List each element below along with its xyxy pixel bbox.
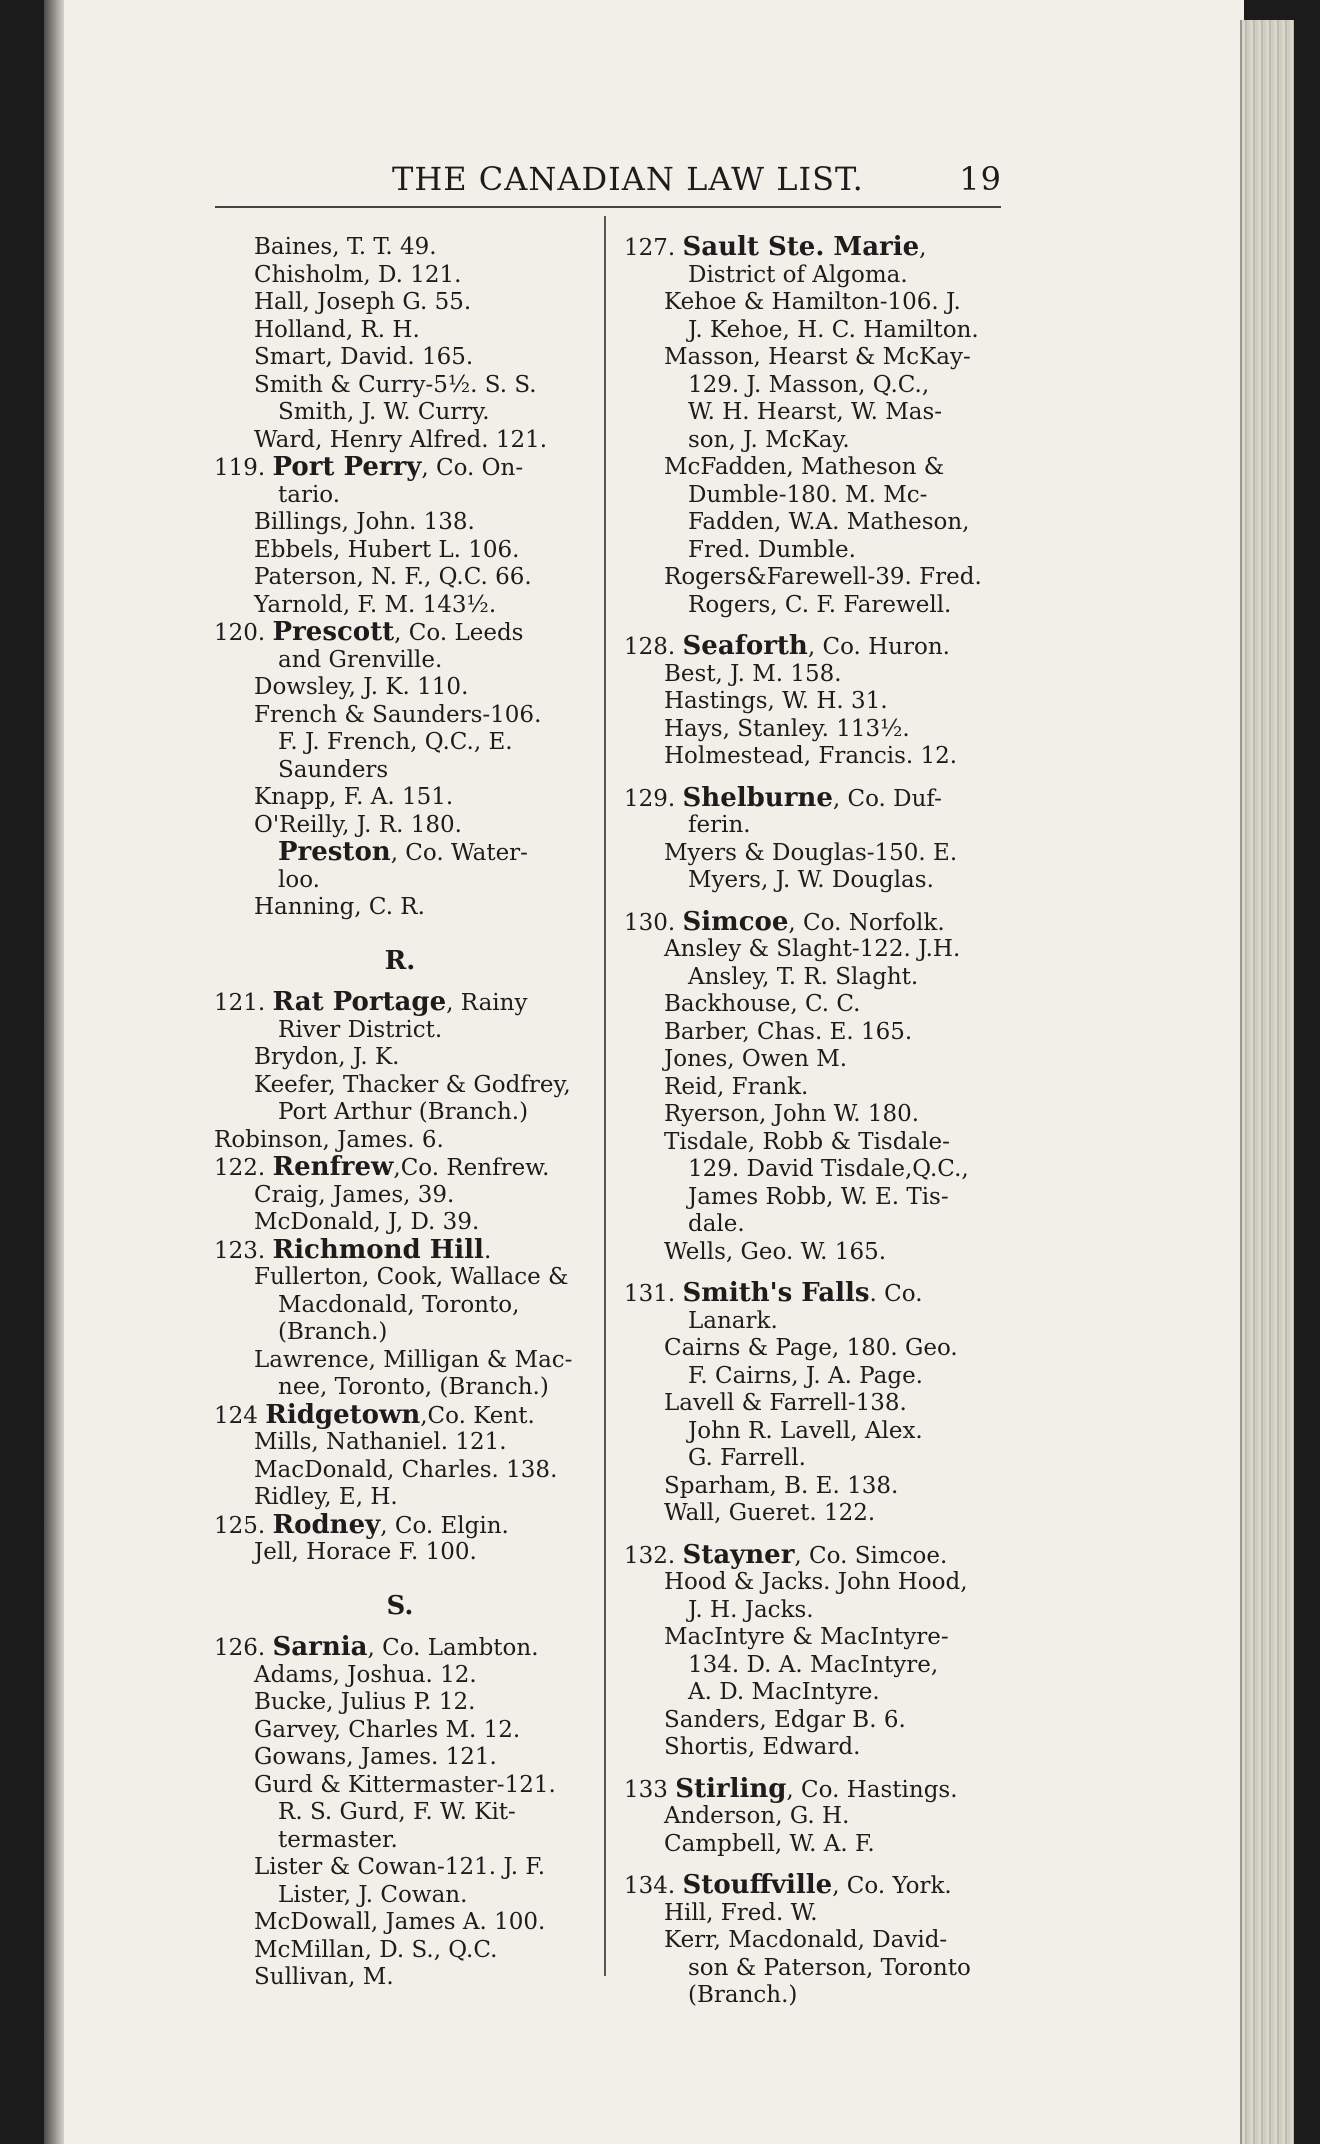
listing-line: Cairns & Page, 180. Geo. <box>664 1335 958 1361</box>
town-entry-124 <box>214 1399 586 1430</box>
listing-line: (Branch.) <box>278 1319 388 1345</box>
town-county: , Co. Hastings. <box>786 1776 958 1803</box>
town-county: . Co. <box>869 1281 923 1307</box>
listing-line: Adams, Joshua. 12. <box>254 1661 477 1688</box>
listing-line: J. Kehoe, H. C. Hamilton. <box>688 316 979 343</box>
listing-line: Dumble-180. M. Mc- <box>688 481 928 508</box>
town-name: Preston <box>278 837 391 867</box>
listing-line: 134. D. A. MacIntyre, <box>688 1651 939 1678</box>
town-entry-126 <box>214 1634 586 1662</box>
listing-line: Hanning, C. R. <box>254 894 425 920</box>
column-divider <box>604 216 606 1976</box>
town-entry-preston <box>214 839 586 867</box>
listing-line: Holmestead, Francis. 12. <box>664 743 958 769</box>
listing-line: Backhouse, C. C. <box>664 991 861 1017</box>
listing-line: Baines, T. T. 49. <box>254 234 437 260</box>
town-entry-120 <box>214 619 586 647</box>
listing-line: O'Reilly, J. R. 180. <box>254 811 462 838</box>
listing-line: MacDonald, Charles. 138. <box>254 1456 558 1483</box>
listing-line: Lavell & Farrell-138. <box>664 1390 907 1416</box>
entry-number: 134. <box>624 1873 676 1899</box>
town-county-cont: Lanark. <box>688 1307 778 1334</box>
listing-line: Billings, John. 138. <box>254 509 475 535</box>
listing-line: J. H. Jacks. <box>688 1596 814 1623</box>
listing-line: son, J. McKay. <box>688 426 850 453</box>
listing-line: Keefer, Thacker & Godfrey, <box>254 1071 571 1098</box>
town-name: Renfrew <box>272 1152 394 1182</box>
town-name: Smith's Falls <box>682 1278 870 1308</box>
listing-line: Shortis, Edward. <box>664 1734 861 1760</box>
listing-line: McFadden, Matheson & <box>664 454 945 480</box>
listing-line: dale. <box>688 1211 745 1237</box>
listing-line: Garvey, Charles M. 12. <box>254 1716 521 1743</box>
town-county: ,Co. Kent. <box>420 1402 535 1429</box>
listing-line: Kerr, Macdonald, David- <box>664 1927 948 1953</box>
town-entry-130 <box>624 906 996 937</box>
listing-line: Gurd & Kittermaster-121. <box>254 1771 556 1798</box>
town-name: Stayner <box>682 1539 795 1570</box>
listing-line: Mills, Nathaniel. 121. <box>254 1429 507 1455</box>
listing-line: Wells, Geo. W. 165. <box>664 1238 887 1265</box>
listing-line: Saunders <box>278 756 389 783</box>
page-fore-edge <box>1240 20 1294 2144</box>
town-entry-123 <box>214 1234 586 1265</box>
listing-line: Masson, Hearst & McKay- <box>664 344 971 370</box>
listing-line: Jones, Owen M. <box>664 1046 848 1072</box>
town-name: Richmond Hill <box>272 1234 484 1265</box>
listing-line: Rogers&Farewell-39. Fred. <box>664 564 982 590</box>
listing-line: Paterson, N. F., Q.C. 66. <box>254 564 532 590</box>
listing-line: MacIntyre & MacIntyre- <box>664 1624 949 1650</box>
town-name: Shelburne <box>682 782 833 813</box>
listing-line: 129. J. Masson, Q.C., <box>688 371 930 398</box>
listing-line: Fadden, W.A. Matheson, <box>688 509 970 535</box>
town-entry-121 <box>214 989 586 1017</box>
listing-line: Gowans, James. 121. <box>254 1744 497 1770</box>
town-name: Ridgetown <box>265 1399 421 1430</box>
town-entry-133 <box>624 1773 996 1804</box>
entry-number: 123. <box>214 1237 266 1264</box>
listing-line: Myers, J. W. Douglas. <box>688 867 934 893</box>
town-name: Seaforth <box>682 631 808 661</box>
entry-number: 125. <box>214 1512 266 1539</box>
town-entry-122 <box>214 1154 586 1182</box>
town-name: Rat Portage <box>272 987 447 1017</box>
entry-number: 120. <box>214 620 266 646</box>
listing-line: Robinson, James. 6. <box>214 1126 444 1153</box>
entry-number: 124 <box>214 1402 258 1429</box>
listing-line: Fred. Dumble. <box>688 536 856 563</box>
listing-line: Barber, Chas. E. 165. <box>664 1018 913 1045</box>
section-letter-r: R. <box>384 945 416 976</box>
listing-line: McDowall, James A. 100. <box>254 1909 546 1935</box>
town-county: , <box>919 235 927 261</box>
town-entry-119 <box>214 454 586 482</box>
town-county: ,Co. Renfrew. <box>393 1155 550 1181</box>
entry-number: 121. <box>214 990 266 1016</box>
listing-line: nee, Toronto, (Branch.) <box>278 1374 549 1400</box>
listing-line: Craig, James, 39. <box>254 1181 455 1208</box>
listing-line: Rogers, C. F. Farewell. <box>688 591 952 618</box>
listing-line: Ebbels, Hubert L. 106. <box>254 536 520 563</box>
entry-number: 133 <box>624 1776 668 1803</box>
listing-line: Ward, Henry Alfred. 121. <box>254 426 548 453</box>
listing-line: James Robb, W. E. Tis- <box>688 1183 949 1210</box>
listing-line: Ansley & Slaght-122. J.H. <box>664 936 961 962</box>
town-name: Rodney <box>272 1509 381 1540</box>
listing-line: Dowsley, J. K. 110. <box>254 674 469 700</box>
listing-line: A. D. MacIntyre. <box>688 1679 880 1705</box>
listing-line: John R. Lavell, Alex. <box>688 1417 923 1444</box>
town-county: , Co. Norfolk. <box>788 909 945 936</box>
town-county: , Co. Huron. <box>807 634 950 660</box>
town-county: , Co. Lambton. <box>367 1635 539 1661</box>
listing-line: son & Paterson, Toronto <box>688 1954 971 1981</box>
section-letter-s: S. <box>386 1590 414 1621</box>
listing-line: Tisdale, Robb & Tisdale- <box>664 1128 950 1155</box>
town-county-cont: District of Algoma. <box>688 261 908 288</box>
town-county: , Co. Leeds <box>394 620 524 646</box>
listing-line: F. J. French, Q.C., E. <box>278 729 513 755</box>
listing-line: Kehoe & Hamilton-106. J. <box>664 289 961 315</box>
listing-line: McMillan, D. S., Q.C. <box>254 1936 498 1963</box>
page-binding-shadow <box>44 0 64 2144</box>
listing-line: Bucke, Julius P. 12. <box>254 1689 476 1715</box>
listing-line: Hays, Stanley. 113½. <box>664 715 910 742</box>
listing-line: Sparham, B. E. 138. <box>664 1472 899 1499</box>
listing-line: Smith, J. W. Curry. <box>278 399 490 425</box>
listing-line: Anderson, G. H. <box>664 1803 850 1829</box>
town-entry-131 <box>624 1280 996 1308</box>
listing-line: Sanders, Edgar B. 6. <box>664 1706 906 1733</box>
listing-line: (Branch.) <box>688 1982 798 2008</box>
entry-number: 127. <box>624 235 676 261</box>
running-title: THE CANADIAN LAW LIST. <box>392 160 864 198</box>
town-county: , Co. Duf- <box>832 785 942 812</box>
town-county-cont: and Grenville. <box>278 646 443 673</box>
town-county-cont: loo. <box>278 866 320 893</box>
listing-line: Hill, Fred. W. <box>664 1899 818 1926</box>
entry-number: 131. <box>624 1281 676 1307</box>
town-entry-134 <box>624 1872 996 1900</box>
town-entry-132 <box>624 1539 996 1570</box>
town-entry-127 <box>624 234 996 262</box>
town-name: Prescott <box>272 617 395 647</box>
listing-line: Hastings, W. H. 31. <box>664 688 888 714</box>
town-county-cont: tario. <box>278 481 341 508</box>
listing-line: Hood & Jacks. John Hood, <box>664 1569 968 1595</box>
town-county: , Co. On- <box>421 455 524 481</box>
listing-line: 129. David Tisdale,Q.C., <box>688 1156 969 1182</box>
listing-line: Jell, Horace F. 100. <box>254 1539 477 1565</box>
listing-line: French & Saunders-106. <box>254 701 542 728</box>
listing-line: G. Farrell. <box>688 1445 806 1471</box>
listing-line: Smith & Curry-5½. S. S. <box>254 371 537 398</box>
entry-number: 129. <box>624 785 676 812</box>
entry-number: 128. <box>624 634 676 660</box>
listing-line: Ryerson, John W. 180. <box>664 1101 920 1127</box>
entry-number: 132. <box>624 1542 676 1569</box>
listing-line: W. H. Hearst, W. Mas- <box>688 399 943 425</box>
listing-line: Wall, Gueret. 122. <box>664 1500 876 1526</box>
listing-line: Knapp, F. A. 151. <box>254 784 454 810</box>
listing-line: F. Cairns, J. A. Page. <box>688 1362 923 1389</box>
listing-line: termaster. <box>278 1826 398 1853</box>
listing-line: Port Arthur (Branch.) <box>278 1099 529 1125</box>
town-entry-128 <box>624 633 996 661</box>
page-number: 19 <box>959 160 1002 198</box>
town-name: Sarnia <box>272 1632 368 1662</box>
listing-line: Best, J. M. 158. <box>664 660 842 687</box>
listing-line: Macdonald, Toronto, <box>278 1291 520 1318</box>
town-county: . <box>483 1237 492 1264</box>
town-county: , Rainy <box>446 990 528 1016</box>
town-county: , Co. York. <box>832 1873 952 1899</box>
town-name: Port Perry <box>272 452 422 482</box>
listing-line: Ridley, E, H. <box>254 1484 398 1510</box>
town-entry-125 <box>214 1509 586 1540</box>
left-column <box>214 234 586 1992</box>
listing-line: Myers & Douglas-150. E. <box>664 839 958 866</box>
header-rule <box>215 206 1001 208</box>
listing-line: Chisholm, D. 121. <box>254 261 462 288</box>
town-county: , Co. Elgin. <box>380 1512 509 1539</box>
town-county-cont: River District. <box>278 1016 443 1043</box>
town-name: Stirling <box>675 1773 787 1804</box>
listing-line: Lister & Cowan-121. J. F. <box>254 1854 546 1880</box>
listing-line: Ansley, T. R. Slaght. <box>688 963 919 990</box>
listing-line: Lister, J. Cowan. <box>278 1881 468 1908</box>
listing-line: Yarnold, F. M. 143½. <box>254 591 497 618</box>
town-name: Sault Ste. Marie <box>682 232 920 262</box>
town-entry-129 <box>624 782 996 813</box>
listing-line: Lawrence, Milligan & Mac- <box>254 1346 573 1373</box>
entry-number: 130. <box>624 909 676 936</box>
listing-line: Sullivan, M. <box>254 1964 394 1990</box>
town-county: , Co. Water- <box>390 840 528 866</box>
right-column <box>624 234 996 2010</box>
listing-line: R. S. Gurd, F. W. Kit- <box>278 1799 516 1825</box>
town-county: , Co. Simcoe. <box>794 1542 948 1569</box>
listing-line: McDonald, J, D. 39. <box>254 1209 480 1235</box>
town-name: Simcoe <box>682 906 789 937</box>
entry-number: 119. <box>214 455 266 481</box>
running-header <box>392 160 1002 208</box>
entry-number: 122. <box>214 1155 266 1181</box>
listing-line: Hall, Joseph G. 55. <box>254 289 472 315</box>
entry-number: 126. <box>214 1635 266 1661</box>
town-county-cont: ferin. <box>688 812 751 838</box>
listing-line: Holland, R. H. <box>254 316 420 343</box>
listing-line: Smart, David. 165. <box>254 344 474 370</box>
listing-line: Fullerton, Cook, Wallace & <box>254 1264 569 1290</box>
listing-line: Reid, Frank. <box>664 1073 809 1100</box>
listing-line: Campbell, W. A. F. <box>664 1830 875 1857</box>
listing-line: Brydon, J. K. <box>254 1044 400 1070</box>
town-name: Stouffville <box>682 1870 833 1900</box>
